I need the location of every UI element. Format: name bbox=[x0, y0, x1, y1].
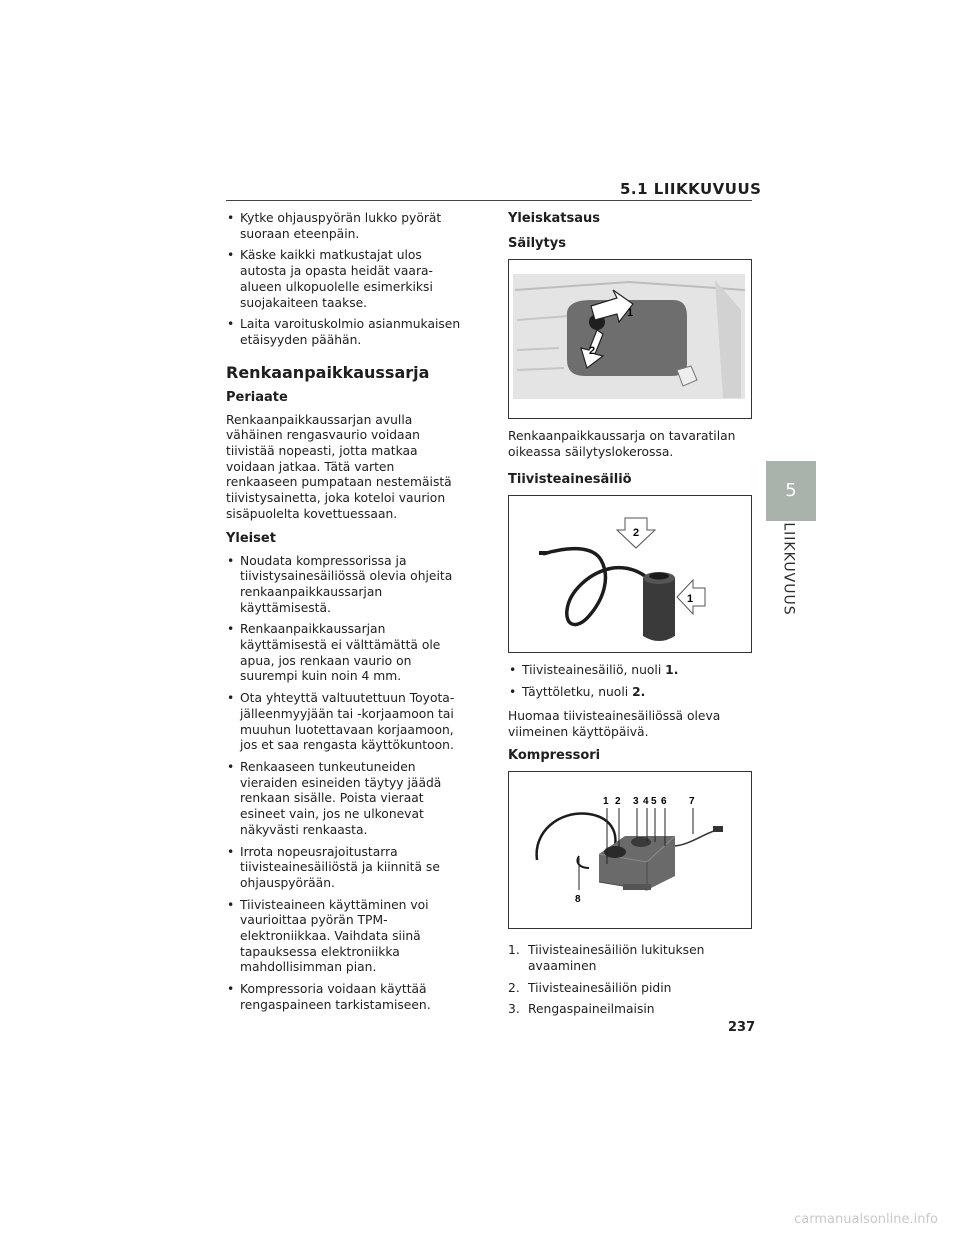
trunk-illustration bbox=[509, 260, 751, 418]
figure-callout-label: 8 bbox=[575, 894, 581, 906]
watermark-logo: carmanualsonline.info bbox=[794, 1212, 938, 1227]
figure-callout-label: 7 bbox=[689, 796, 695, 808]
compressor-figure bbox=[508, 771, 752, 929]
sealant-bottle-icon bbox=[643, 572, 675, 641]
figure-callout-label: 3 bbox=[633, 796, 639, 808]
intro-bullet-list bbox=[226, 211, 466, 349]
subheading-yleiset: Yleiset bbox=[226, 530, 276, 546]
figure-callout-label: 6 bbox=[661, 796, 667, 808]
list-item: • Kytke ohjauspyörän lukko pyörät suoraan eteenpäin. bbox=[226, 211, 466, 242]
list-item: • Kompressoria voidaan käyttää rengaspaineen tarkistamiseen. bbox=[226, 982, 466, 1013]
list-item: • Täyttöletku, nuoli 2. bbox=[508, 685, 752, 701]
sealant-note: Huomaa tiivisteainesäiliössä oleva viimeinen käyttöpäivä. bbox=[508, 708, 721, 739]
list-item: 3. Rengaspaineilmaisin bbox=[508, 1002, 655, 1017]
list-item: • Ota yhteyttä valtuutettuun Toyota-jälleenmyyjään tai -korjaamoon tai muuhun luotettavaan korjaamoon, jos et saa rengasta käyttökuntoon. bbox=[226, 691, 466, 754]
list-item: • Käske kaikki matkustajat ulos autosta ja opasta heidät vaara-alueen ulkopuolelle esimerkiksi suojakaiteen taakse. bbox=[226, 248, 466, 311]
list-item: • Irrota nopeusrajoitustarra tiivisteainesäiliöstä ja kiinnitä se ohjauspyörään. bbox=[226, 845, 466, 892]
figure-callout-label: 2 bbox=[633, 527, 640, 540]
yleiset-bullet-list bbox=[226, 554, 466, 1014]
sealant-heading: Tiivisteainesäiliö bbox=[508, 472, 632, 488]
list-item: • Laita varoituskolmio asianmukaisen etäisyyden päähän. bbox=[226, 317, 466, 348]
storage-figure bbox=[508, 259, 752, 419]
figure-callout-label: 2 bbox=[589, 345, 596, 357]
subheading-periaate: Periaate bbox=[226, 389, 288, 405]
periaate-paragraph: Renkaanpaikkaussarjan avulla vähäinen rengasvaurio voidaan tiivistää nopeasti, jotta matkaa voidaan jatkaa. Tätä varten renkaaseen pumpataan nestemäistä tiivistysainetta, joka koteloi vaurion sisäpuolelta kovettuessaan. bbox=[226, 412, 452, 521]
header-divider bbox=[226, 200, 752, 201]
list-item: 2. Tiivisteainesäiliön pidin bbox=[508, 980, 672, 995]
compressor-icon bbox=[599, 836, 675, 890]
storage-heading: Säilytys bbox=[508, 236, 566, 251]
sealant-bullet-list bbox=[508, 663, 752, 700]
list-item: • Tiivisteaineen käyttäminen voi vaurioittaa pyörän TPM-elektroniikkaa. Vaihdata siinä tapauksessa elektroniikka mahdollisimman pian. bbox=[226, 898, 466, 977]
sealant-bottle-illustration bbox=[509, 496, 751, 652]
figure-callout-label: 4 bbox=[643, 796, 649, 808]
figure-callout-label: 1 bbox=[603, 796, 609, 808]
right-column bbox=[508, 211, 752, 1026]
figure-callout-label: 5 bbox=[651, 796, 657, 808]
section-heading: Renkaanpaikkaussarja bbox=[226, 362, 430, 382]
chapter-tab-label: LIIKKUVUUS bbox=[780, 522, 797, 616]
chapter-tab: 5 bbox=[766, 461, 816, 521]
figure-callout-label: 1 bbox=[687, 593, 694, 606]
page-number: 237 bbox=[728, 1020, 756, 1035]
section-header: 5.1 LIIKKUVUUS bbox=[620, 180, 762, 198]
list-item: • Renkaanpaikkaussarjan käyttämisestä ei välttämättä ole apua, jos renkaan vaurio on suurempi kuin noin 4 mm. bbox=[226, 622, 466, 685]
figure-callout-label: 1 bbox=[627, 307, 634, 319]
figure-callout-label: 2 bbox=[615, 796, 621, 808]
left-column bbox=[226, 211, 466, 1022]
list-item: • Tiivisteainesäiliö, nuoli 1. bbox=[508, 663, 752, 679]
compressor-illustration bbox=[509, 772, 751, 928]
compressor-heading: Kompressori bbox=[508, 748, 601, 764]
overview-heading: Yleiskatsaus bbox=[508, 211, 601, 226]
list-item: 1. Tiivisteainesäiliön lukituksen avaaminen bbox=[508, 943, 705, 973]
storage-paragraph: Renkaanpaikkaussarja on tavaratilan oikeassa säilytyslokerossa. bbox=[508, 429, 736, 459]
list-item: • Noudata kompressorissa ja tiivistysainesäiliössä olevia ohjeita renkaanpaikkaussarjan käyttämisestä. bbox=[226, 554, 466, 617]
list-item: • Renkaaseen tunkeutuneiden vieraiden esineiden täytyy jäädä renkaan sisälle. Poista vieraat esineet vain, jos ne ulkonevat näkyvästi renkaasta. bbox=[226, 760, 466, 839]
sealant-figure bbox=[508, 495, 752, 653]
compressor-numbered-list bbox=[508, 943, 752, 1018]
